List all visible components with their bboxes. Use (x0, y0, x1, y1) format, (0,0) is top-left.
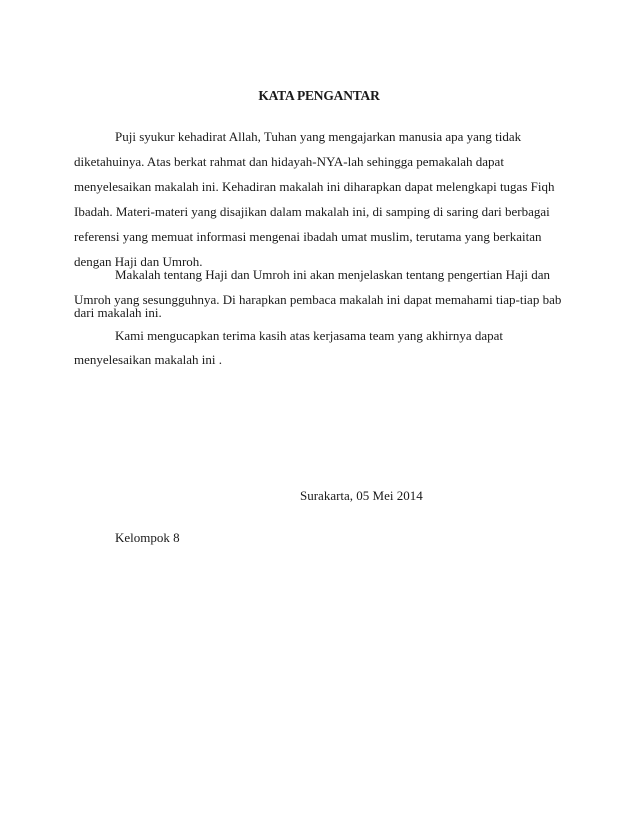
paragraph2-line: Makalah tentang Haji dan Umroh ini akan menjelaskan tentang pengertian Haji dan (115, 267, 550, 282)
page-title: KATA PENGANTAR (258, 88, 380, 103)
paragraph2-line: dari makalah ini. (74, 305, 162, 320)
paragraph1-line: dengan Haji dan Umroh. (74, 254, 203, 269)
paragraph1-line: menyelesaikan makalah ini. Kehadiran makalah ini diharapkan dapat melengkapi tugas Fiqh (74, 179, 555, 194)
paragraph3-line: Kami mengucapkan terima kasih atas kerjasama team yang akhirnya dapat (115, 328, 504, 343)
place-date: Surakarta, 05 Mei 2014 (300, 488, 423, 503)
paragraph2-line: Umroh yang sesungguhnya. Di harapkan pembaca makalah ini dapat memahami tiap-tiap bab (74, 292, 562, 307)
paragraph1-line: diketahuinya. Atas berkat rahmat dan hidayah-NYA-lah sehingga pemakalah dapat (74, 154, 504, 169)
paragraph3-line: menyelesaikan makalah ini . (74, 352, 223, 367)
paragraph1-line: Puji syukur kehadirat Allah, Tuhan yang mengajarkan manusia apa yang tidak (115, 129, 522, 144)
paragraph1-line: Ibadah. Materi-materi yang disajikan dalam makalah ini, di samping di saring dari berbagai (74, 204, 550, 219)
signature: Kelompok 8 (115, 530, 180, 545)
paragraph1-line: referensi yang memuat informasi mengenai ibadah umat muslim, terutama yang berkaitan (74, 229, 542, 244)
